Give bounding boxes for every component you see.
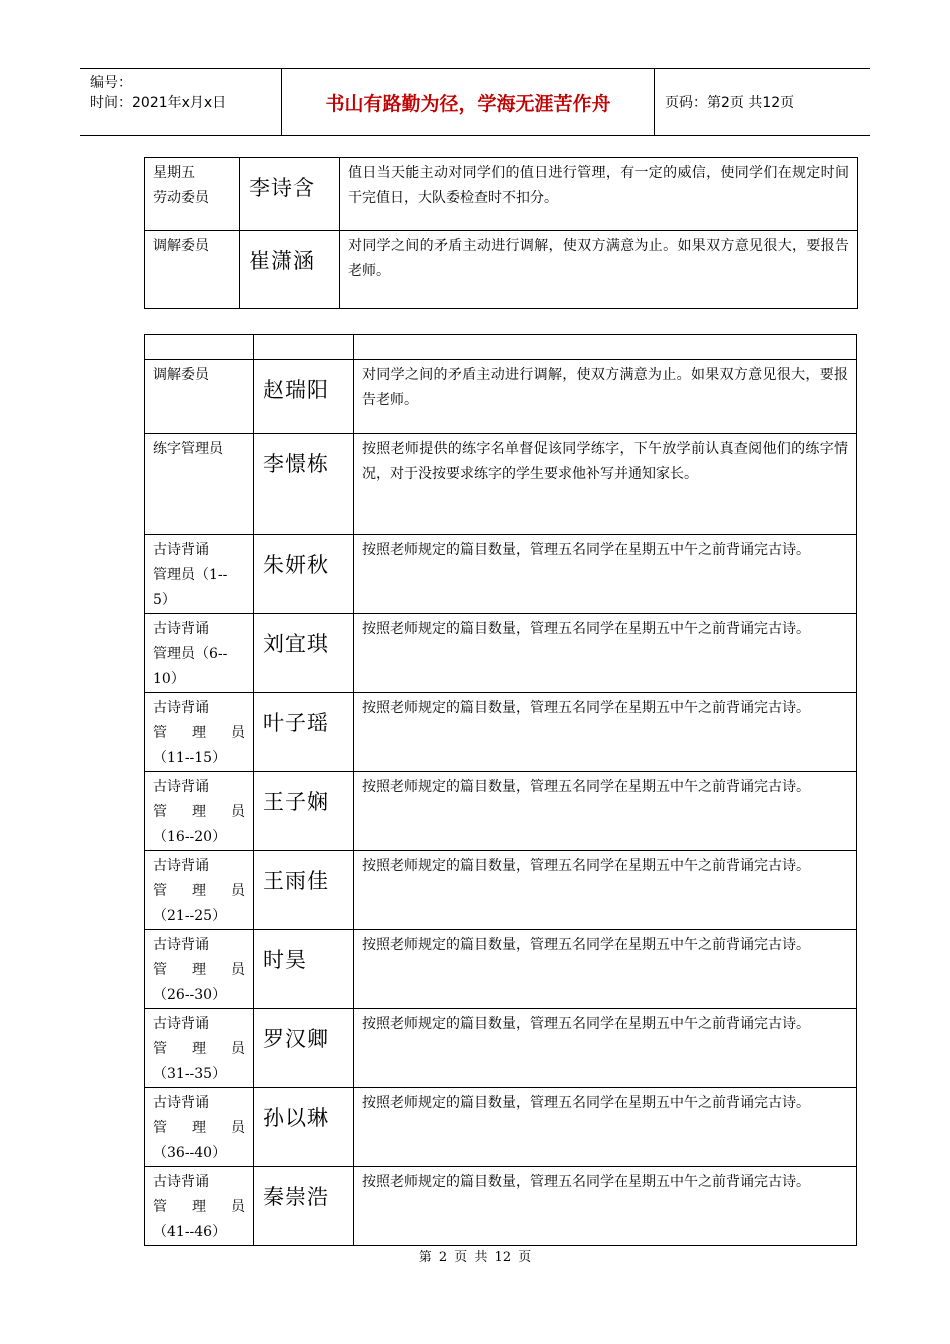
role-text: 古诗背诵	[153, 621, 209, 637]
role-text: 管 理 员	[153, 962, 245, 978]
document-date: 时间：2021年x月x日	[90, 95, 227, 111]
duty-description: 按照老师规定的篇目数量，管理五名同学在星期五中午之前背诵完古诗。	[354, 1009, 857, 1088]
document-number-label: 编号：	[90, 75, 132, 91]
role-text: 管理员（1--	[153, 567, 228, 583]
role-cell	[145, 1009, 254, 1088]
table-row	[145, 1009, 857, 1088]
role-cell	[145, 1088, 254, 1167]
header-motto: 书山有路勤为径，学海无涯苦作舟	[282, 69, 655, 135]
student-name: 孙以琳	[254, 1088, 354, 1167]
role-text: （41--46）	[153, 1224, 227, 1240]
role-text: 古诗背诵	[153, 1095, 209, 1111]
role-cell	[145, 772, 254, 851]
header-page-info: 页码：第2页 共12页	[665, 95, 795, 111]
role-text: （26--30）	[153, 987, 227, 1003]
role-text: 10）	[153, 671, 185, 687]
duty-description: 对同学之间的矛盾主动进行调解，使双方满意为止。如果双方意见很大，要报告老师。	[340, 231, 858, 309]
role-text: 古诗背诵	[153, 700, 209, 716]
duty-table-main	[144, 334, 857, 1246]
role-cell	[145, 231, 240, 309]
table-row	[145, 1167, 857, 1246]
student-name: 王子娴	[254, 772, 354, 851]
role-text: 星期五	[153, 165, 195, 181]
duty-description: 按照老师规定的篇目数量，管理五名同学在星期五中午之前背诵完古诗。	[354, 1088, 857, 1167]
role-text: 古诗背诵	[153, 1016, 209, 1032]
table-row	[145, 158, 858, 231]
header-meta	[80, 69, 282, 135]
role-text: 古诗背诵	[153, 1174, 209, 1190]
role-text: 劳动委员	[153, 190, 209, 206]
header-cell-role	[145, 335, 254, 360]
role-text: （11--15）	[153, 750, 227, 766]
role-text: 调解委员	[153, 367, 209, 383]
student-name: 叶子瑶	[254, 693, 354, 772]
table-row	[145, 772, 857, 851]
table-header-row	[145, 335, 857, 360]
student-name: 李诗含	[240, 158, 340, 231]
duty-description: 按照老师规定的篇目数量，管理五名同学在星期五中午之前背诵完古诗。	[354, 930, 857, 1009]
table-row	[145, 614, 857, 693]
role-text: 管 理 员	[153, 1120, 245, 1136]
duty-description: 按照老师规定的篇目数量，管理五名同学在星期五中午之前背诵完古诗。	[354, 1167, 857, 1246]
role-text: （36--40）	[153, 1145, 227, 1161]
role-cell	[145, 535, 254, 614]
student-name: 秦崇浩	[254, 1167, 354, 1246]
role-text: 管理员（6--	[153, 646, 228, 662]
role-cell	[145, 434, 254, 535]
student-name: 赵瑞阳	[254, 360, 354, 434]
page-footer: 第 2 页 共 12 页	[418, 1250, 532, 1265]
role-text: 练字管理员	[153, 441, 223, 457]
role-text: 5）	[153, 592, 176, 608]
duty-description: 对同学之间的矛盾主动进行调解，使双方满意为止。如果双方意见很大，要报告老师。	[354, 360, 857, 434]
role-text: 管 理 员	[153, 725, 245, 741]
duty-description: 按照老师规定的篇目数量，管理五名同学在星期五中午之前背诵完古诗。	[354, 535, 857, 614]
duty-table-top	[144, 157, 858, 309]
role-text: 古诗背诵	[153, 542, 209, 558]
role-text: （21--25）	[153, 908, 227, 924]
role-text: 调解委员	[153, 238, 209, 254]
role-cell	[145, 1167, 254, 1246]
role-text: （31--35）	[153, 1066, 227, 1082]
role-cell	[145, 360, 254, 434]
role-text: 古诗背诵	[153, 937, 209, 953]
table-row	[145, 930, 857, 1009]
student-name: 崔潇涵	[240, 231, 340, 309]
header-cell-duty	[354, 335, 857, 360]
role-text: 管 理 员	[153, 1041, 245, 1057]
student-name: 刘宜琪	[254, 614, 354, 693]
table-row	[145, 693, 857, 772]
role-text: 古诗背诵	[153, 858, 209, 874]
role-text: （16--20）	[153, 829, 227, 845]
role-cell	[145, 158, 240, 231]
role-text: 管 理 员	[153, 1199, 245, 1215]
student-name: 李憬栋	[254, 434, 354, 535]
table-row	[145, 231, 858, 309]
role-cell	[145, 614, 254, 693]
duty-description: 按照老师规定的篇目数量，管理五名同学在星期五中午之前背诵完古诗。	[354, 614, 857, 693]
role-cell	[145, 851, 254, 930]
duty-description: 按照老师提供的练字名单督促该同学练字，下午放学前认真查阅他们的练字情况，对于没按要求练字的学生要求他补写并通知家长。	[354, 434, 857, 535]
role-text: 古诗背诵	[153, 779, 209, 795]
duty-description: 按照老师规定的篇目数量，管理五名同学在星期五中午之前背诵完古诗。	[354, 851, 857, 930]
table-row	[145, 1088, 857, 1167]
duty-description: 按照老师规定的篇目数量，管理五名同学在星期五中午之前背诵完古诗。	[354, 693, 857, 772]
role-cell	[145, 693, 254, 772]
table-row	[145, 360, 857, 434]
duty-description: 按照老师规定的篇目数量，管理五名同学在星期五中午之前背诵完古诗。	[354, 772, 857, 851]
role-cell	[145, 930, 254, 1009]
page-header	[80, 68, 870, 136]
student-name: 罗汉卿	[254, 1009, 354, 1088]
student-name: 时昊	[254, 930, 354, 1009]
role-text: 管 理 员	[153, 804, 245, 820]
student-name: 朱妍秋	[254, 535, 354, 614]
role-text: 管 理 员	[153, 883, 245, 899]
duty-description: 值日当天能主动对同学们的值日进行管理，有一定的威信，使同学们在规定时间干完值日，大队委检查时不扣分。	[340, 158, 858, 231]
table-row	[145, 434, 857, 535]
table-row	[145, 535, 857, 614]
table-row	[145, 851, 857, 930]
student-name: 王雨佳	[254, 851, 354, 930]
header-cell-name	[254, 335, 354, 360]
